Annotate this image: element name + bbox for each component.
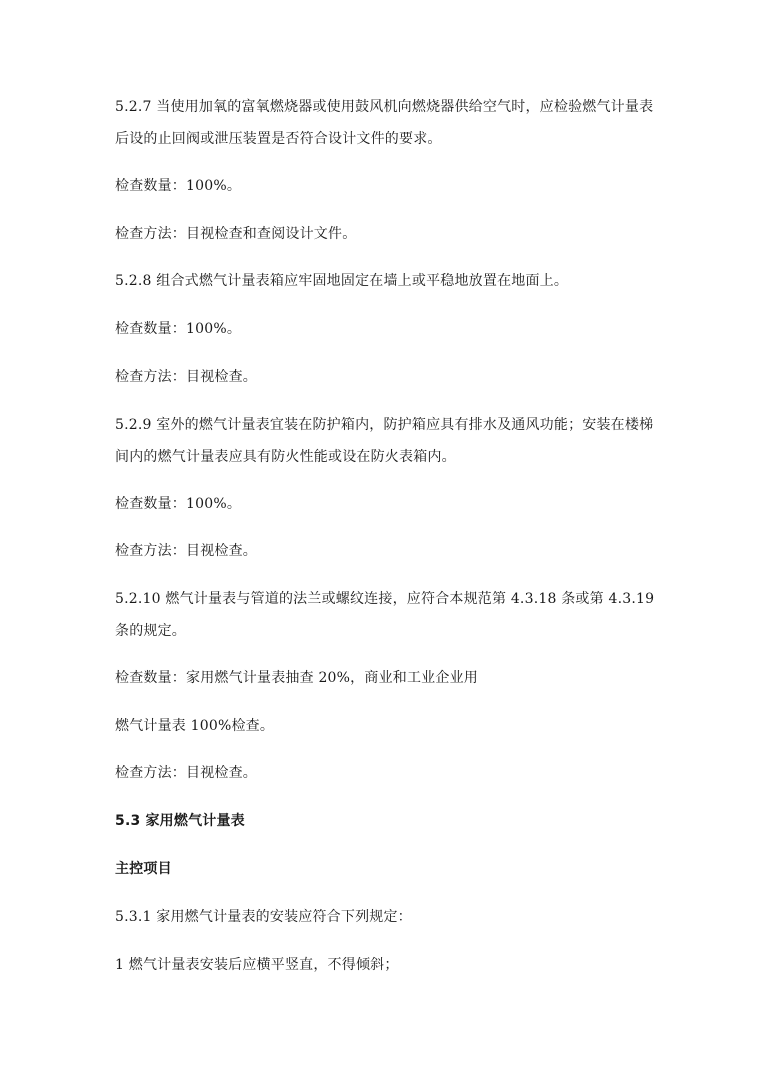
inspection-quantity-5-2-8: 检查数量：100%。 [115, 321, 242, 337]
inspection-method-5-2-7: 检查方法：目视检查和查阅设计文件。 [115, 226, 357, 242]
clause-5-3-1-item-1: 1 燃气计量表安装后应横平竖直，不得倾斜； [115, 957, 399, 973]
section-5-3-heading: 5.3 家用燃气计量表 [115, 813, 245, 829]
inspection-quantity-5-2-10-line-1: 检查数量：家用燃气计量表抽查 20%，商业和工业企业用 [115, 670, 478, 686]
inspection-method-5-2-9: 检查方法：目视检查。 [115, 543, 257, 559]
inspection-quantity-5-2-9: 检查数量：100%。 [115, 496, 242, 512]
inspection-quantity-5-2-7: 检查数量：100%。 [115, 178, 242, 194]
inspection-quantity-5-2-10-line-2: 燃气计量表 100%检查。 [115, 718, 275, 734]
clause-5-2-9-text-line-2: 间内的燃气计量表应具有防火性能或设在防火表箱内。 [115, 449, 456, 465]
clause-5-2-7-text-line-1: 5.2.7 当使用加氧的富氧燃烧器或使用鼓风机向燃烧器供给空气时，应检验燃气计量表 [115, 99, 654, 115]
clause-5-2-7-text-line-2: 后设的止回阀或泄压装置是否符合设计文件的要求。 [115, 131, 442, 147]
clause-5-2-8-text: 5.2.8 组合式燃气计量表箱应牢固地固定在墙上或平稳地放置在地面上。 [115, 273, 569, 289]
clause-5-3-1-text: 5.3.1 家用燃气计量表的安装应符合下列规定： [115, 909, 412, 925]
clause-5-2-9-text-line-1: 5.2.9 室外的燃气计量表宜装在防护箱内，防护箱应具有排水及通风功能；安装在楼梯 [115, 417, 654, 433]
inspection-method-5-2-10: 检查方法：目视检查。 [115, 765, 257, 781]
main-control-items-heading: 主控项目 [115, 861, 172, 877]
clause-5-2-10-text-line-1: 5.2.10 燃气计量表与管道的法兰或螺纹连接，应符合本规范第 4.3.18 条或第 4.3.19 [115, 591, 655, 607]
clause-5-2-10-text-line-2: 条的规定。 [115, 623, 186, 639]
inspection-method-5-2-8: 检查方法：目视检查。 [115, 369, 257, 385]
